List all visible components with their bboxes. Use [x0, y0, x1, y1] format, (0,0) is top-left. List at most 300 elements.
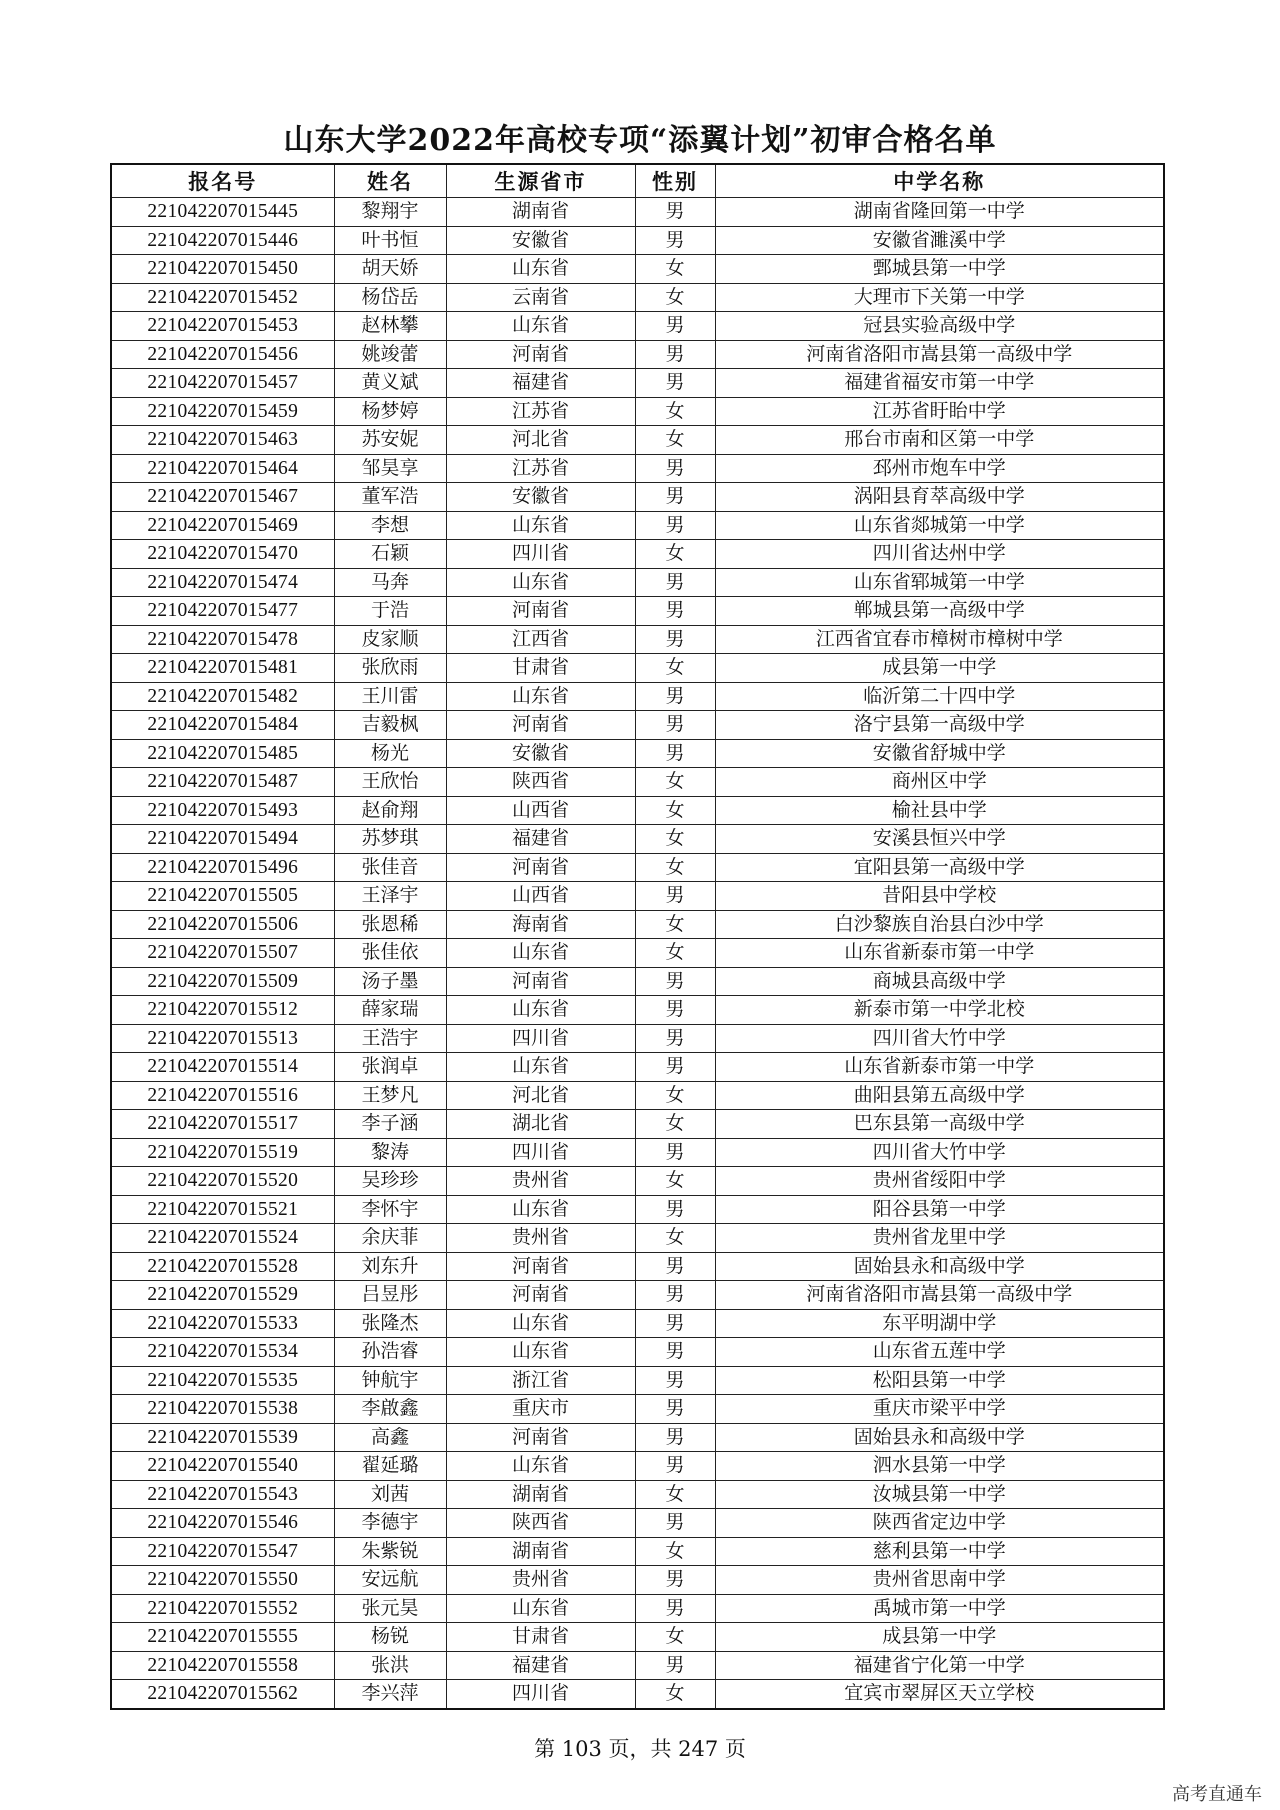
- province-cell: 陕西省: [446, 768, 635, 797]
- school-cell: 福建省宁化第一中学: [715, 1651, 1164, 1680]
- registration-number-cell: 221042207015477: [111, 597, 334, 626]
- table-row: [111, 454, 1164, 483]
- table-row: [111, 198, 1164, 227]
- name-cell: 杨岱岳: [334, 283, 446, 312]
- gender-cell: 男: [635, 1366, 715, 1395]
- name-cell: 杨梦婷: [334, 397, 446, 426]
- name-cell: 王欣怡: [334, 768, 446, 797]
- table-row: [111, 1024, 1164, 1053]
- school-cell: 东平明湖中学: [715, 1309, 1164, 1338]
- table-row: [111, 1138, 1164, 1167]
- school-cell: 鄄城县第一中学: [715, 255, 1164, 284]
- school-cell: 邢台市南和区第一中学: [715, 426, 1164, 455]
- gender-cell: 男: [635, 739, 715, 768]
- school-cell: 商州区中学: [715, 768, 1164, 797]
- gender-cell: 女: [635, 910, 715, 939]
- gender-cell: 男: [635, 996, 715, 1025]
- name-cell: 薛家瑞: [334, 996, 446, 1025]
- school-cell: 大理市下关第一中学: [715, 283, 1164, 312]
- gender-cell: 男: [635, 1509, 715, 1538]
- school-cell: 慈利县第一中学: [715, 1537, 1164, 1566]
- gender-cell: 男: [635, 511, 715, 540]
- gender-cell: 男: [635, 682, 715, 711]
- table-row: [111, 1366, 1164, 1395]
- name-cell: 李德宇: [334, 1509, 446, 1538]
- province-cell: 山东省: [446, 511, 635, 540]
- header-gender: 性别: [635, 164, 715, 198]
- province-cell: 福建省: [446, 1651, 635, 1680]
- name-cell: 李子涵: [334, 1110, 446, 1139]
- gender-cell: 男: [635, 483, 715, 512]
- gender-cell: 男: [635, 1252, 715, 1281]
- table-row: [111, 1081, 1164, 1110]
- registration-number-cell: 221042207015496: [111, 853, 334, 882]
- registration-number-cell: 221042207015543: [111, 1480, 334, 1509]
- watermark-text: 高考直通车: [1172, 1784, 1262, 1805]
- gender-cell: 女: [635, 825, 715, 854]
- gender-cell: 女: [635, 397, 715, 426]
- gender-cell: 男: [635, 568, 715, 597]
- school-cell: 贵州省龙里中学: [715, 1224, 1164, 1253]
- gender-cell: 女: [635, 1623, 715, 1652]
- name-cell: 余庆菲: [334, 1224, 446, 1253]
- name-cell: 李想: [334, 511, 446, 540]
- province-cell: 重庆市: [446, 1395, 635, 1424]
- header-province: 生源省市: [446, 164, 635, 198]
- province-cell: 河南省: [446, 340, 635, 369]
- table-row: [111, 1594, 1164, 1623]
- province-cell: 河北省: [446, 426, 635, 455]
- gender-cell: 男: [635, 1195, 715, 1224]
- school-cell: 曲阳县第五高级中学: [715, 1081, 1164, 1110]
- registration-number-cell: 221042207015524: [111, 1224, 334, 1253]
- table-row: [111, 796, 1164, 825]
- table-row: [111, 939, 1164, 968]
- gender-cell: 男: [635, 1138, 715, 1167]
- name-cell: 张元昊: [334, 1594, 446, 1623]
- name-cell: 苏安妮: [334, 426, 446, 455]
- gender-cell: 男: [635, 882, 715, 911]
- school-cell: 四川省大竹中学: [715, 1024, 1164, 1053]
- header-school: 中学名称: [715, 164, 1164, 198]
- registration-number-cell: 221042207015452: [111, 283, 334, 312]
- registration-number-cell: 221042207015469: [111, 511, 334, 540]
- registration-number-cell: 221042207015555: [111, 1623, 334, 1652]
- province-cell: 山东省: [446, 682, 635, 711]
- gender-cell: 男: [635, 1053, 715, 1082]
- name-cell: 高鑫: [334, 1423, 446, 1452]
- table-row: [111, 568, 1164, 597]
- province-cell: 山东省: [446, 1594, 635, 1623]
- name-cell: 马奔: [334, 568, 446, 597]
- name-cell: 张欣雨: [334, 654, 446, 683]
- name-cell: 翟延璐: [334, 1452, 446, 1481]
- table-header-row: [111, 164, 1164, 198]
- school-cell: 巴东县第一高级中学: [715, 1110, 1164, 1139]
- school-cell: 宜宾市翠屏区天立学校: [715, 1680, 1164, 1709]
- gender-cell: 男: [635, 1281, 715, 1310]
- school-cell: 固始县永和高级中学: [715, 1252, 1164, 1281]
- gender-cell: 男: [635, 369, 715, 398]
- province-cell: 河南省: [446, 597, 635, 626]
- registration-number-cell: 221042207015552: [111, 1594, 334, 1623]
- school-cell: 重庆市梁平中学: [715, 1395, 1164, 1424]
- name-cell: 李怀宇: [334, 1195, 446, 1224]
- table-row: [111, 853, 1164, 882]
- school-cell: 临沂第二十四中学: [715, 682, 1164, 711]
- registration-number-cell: 221042207015550: [111, 1566, 334, 1595]
- registration-number-cell: 221042207015538: [111, 1395, 334, 1424]
- province-cell: 云南省: [446, 283, 635, 312]
- gender-cell: 男: [635, 1423, 715, 1452]
- table-row: [111, 1309, 1164, 1338]
- school-cell: 安徽省濉溪中学: [715, 226, 1164, 255]
- registration-number-cell: 221042207015519: [111, 1138, 334, 1167]
- registration-number-cell: 221042207015506: [111, 910, 334, 939]
- name-cell: 王浩宇: [334, 1024, 446, 1053]
- name-cell: 姚竣蕾: [334, 340, 446, 369]
- province-cell: 山东省: [446, 255, 635, 284]
- name-cell: 吉毅枫: [334, 711, 446, 740]
- table-row: [111, 1281, 1164, 1310]
- province-cell: 河北省: [446, 1081, 635, 1110]
- name-cell: 张佳依: [334, 939, 446, 968]
- name-cell: 黎翔宇: [334, 198, 446, 227]
- school-cell: 河南省洛阳市嵩县第一高级中学: [715, 1281, 1164, 1310]
- province-cell: 贵州省: [446, 1566, 635, 1595]
- name-cell: 叶书恒: [334, 226, 446, 255]
- table-row: [111, 1651, 1164, 1680]
- header-name: 姓名: [334, 164, 446, 198]
- registration-number-cell: 221042207015467: [111, 483, 334, 512]
- name-cell: 邹昊享: [334, 454, 446, 483]
- province-cell: 山西省: [446, 796, 635, 825]
- gender-cell: 男: [635, 1309, 715, 1338]
- table-row: [111, 1167, 1164, 1196]
- school-cell: 汝城县第一中学: [715, 1480, 1164, 1509]
- registration-number-cell: 221042207015528: [111, 1252, 334, 1281]
- table-row: [111, 226, 1164, 255]
- name-cell: 孙浩睿: [334, 1338, 446, 1367]
- gender-cell: 女: [635, 1224, 715, 1253]
- province-cell: 甘肃省: [446, 654, 635, 683]
- gender-cell: 男: [635, 1338, 715, 1367]
- province-cell: 江苏省: [446, 397, 635, 426]
- gender-cell: 男: [635, 597, 715, 626]
- school-cell: 涡阳县育萃高级中学: [715, 483, 1164, 512]
- registration-number-cell: 221042207015470: [111, 540, 334, 569]
- school-cell: 白沙黎族自治县白沙中学: [715, 910, 1164, 939]
- table-row: [111, 882, 1164, 911]
- registration-number-cell: 221042207015516: [111, 1081, 334, 1110]
- registration-number-cell: 221042207015534: [111, 1338, 334, 1367]
- gender-cell: 男: [635, 1024, 715, 1053]
- school-cell: 江西省宜春市樟树市樟树中学: [715, 625, 1164, 654]
- province-cell: 山东省: [446, 1338, 635, 1367]
- name-cell: 赵俞翔: [334, 796, 446, 825]
- name-cell: 安远航: [334, 1566, 446, 1595]
- province-cell: 湖北省: [446, 1110, 635, 1139]
- table-row: [111, 1566, 1164, 1595]
- registration-number-cell: 221042207015446: [111, 226, 334, 255]
- table-row: [111, 910, 1164, 939]
- registration-number-cell: 221042207015520: [111, 1167, 334, 1196]
- school-cell: 郸城县第一高级中学: [715, 597, 1164, 626]
- table-row: [111, 825, 1164, 854]
- school-cell: 洛宁县第一高级中学: [715, 711, 1164, 740]
- table-row: [111, 597, 1164, 626]
- registration-number-cell: 221042207015456: [111, 340, 334, 369]
- gender-cell: 男: [635, 711, 715, 740]
- province-cell: 安徽省: [446, 739, 635, 768]
- province-cell: 河南省: [446, 711, 635, 740]
- gender-cell: 男: [635, 967, 715, 996]
- name-cell: 张隆杰: [334, 1309, 446, 1338]
- school-cell: 宜阳县第一高级中学: [715, 853, 1164, 882]
- table-row: [111, 967, 1164, 996]
- school-cell: 昔阳县中学校: [715, 882, 1164, 911]
- registration-number-cell: 221042207015533: [111, 1309, 334, 1338]
- name-cell: 王泽宇: [334, 882, 446, 911]
- school-cell: 成县第一中学: [715, 1623, 1164, 1652]
- province-cell: 山西省: [446, 882, 635, 911]
- province-cell: 安徽省: [446, 483, 635, 512]
- gender-cell: 女: [635, 1680, 715, 1709]
- school-cell: 商城县高级中学: [715, 967, 1164, 996]
- gender-cell: 男: [635, 625, 715, 654]
- page-number: 第 103 页，共 247 页: [534, 1737, 746, 1761]
- registration-number-cell: 221042207015540: [111, 1452, 334, 1481]
- province-cell: 四川省: [446, 1024, 635, 1053]
- gender-cell: 男: [635, 1594, 715, 1623]
- school-cell: 成县第一中学: [715, 654, 1164, 683]
- registration-number-cell: 221042207015505: [111, 882, 334, 911]
- table-row: [111, 1509, 1164, 1538]
- province-cell: 陕西省: [446, 1509, 635, 1538]
- school-cell: 四川省大竹中学: [715, 1138, 1164, 1167]
- table-row: [111, 1195, 1164, 1224]
- name-cell: 黎涛: [334, 1138, 446, 1167]
- registration-number-cell: 221042207015463: [111, 426, 334, 455]
- gender-cell: 女: [635, 1480, 715, 1509]
- registration-number-cell: 221042207015459: [111, 397, 334, 426]
- gender-cell: 男: [635, 226, 715, 255]
- name-cell: 张恩稀: [334, 910, 446, 939]
- table-row: [111, 369, 1164, 398]
- school-cell: 安溪县恒兴中学: [715, 825, 1164, 854]
- table-row: [111, 996, 1164, 1025]
- province-cell: 河南省: [446, 967, 635, 996]
- province-cell: 山东省: [446, 312, 635, 341]
- table-row: [111, 483, 1164, 512]
- table-row: [111, 1224, 1164, 1253]
- table-row: [111, 711, 1164, 740]
- table-row: [111, 340, 1164, 369]
- province-cell: 山东省: [446, 1452, 635, 1481]
- registration-number-cell: 221042207015445: [111, 198, 334, 227]
- registration-number-cell: 221042207015450: [111, 255, 334, 284]
- school-cell: 邳州市炮车中学: [715, 454, 1164, 483]
- registration-number-cell: 221042207015535: [111, 1366, 334, 1395]
- province-cell: 福建省: [446, 825, 635, 854]
- registration-number-cell: 221042207015513: [111, 1024, 334, 1053]
- registration-number-cell: 221042207015509: [111, 967, 334, 996]
- table-row: [111, 654, 1164, 683]
- name-cell: 刘东升: [334, 1252, 446, 1281]
- table-body: [111, 198, 1164, 1709]
- school-cell: 河南省洛阳市嵩县第一高级中学: [715, 340, 1164, 369]
- table-row: [111, 426, 1164, 455]
- province-cell: 山东省: [446, 939, 635, 968]
- registration-number-cell: 221042207015529: [111, 1281, 334, 1310]
- province-cell: 江苏省: [446, 454, 635, 483]
- registration-number-cell: 221042207015474: [111, 568, 334, 597]
- school-cell: 冠县实验高级中学: [715, 312, 1164, 341]
- name-cell: 李兴萍: [334, 1680, 446, 1709]
- province-cell: 山东省: [446, 1195, 635, 1224]
- school-cell: 福建省福安市第一中学: [715, 369, 1164, 398]
- name-cell: 王梦凡: [334, 1081, 446, 1110]
- province-cell: 河南省: [446, 1423, 635, 1452]
- registration-number-cell: 221042207015517: [111, 1110, 334, 1139]
- school-cell: 泗水县第一中学: [715, 1452, 1164, 1481]
- table-row: [111, 1338, 1164, 1367]
- name-cell: 王川雷: [334, 682, 446, 711]
- gender-cell: 男: [635, 340, 715, 369]
- registration-number-cell: 221042207015494: [111, 825, 334, 854]
- province-cell: 河南省: [446, 1252, 635, 1281]
- name-cell: 朱紫锐: [334, 1537, 446, 1566]
- province-cell: 湖南省: [446, 1537, 635, 1566]
- province-cell: 海南省: [446, 910, 635, 939]
- school-cell: 山东省新泰市第一中学: [715, 939, 1164, 968]
- school-cell: 榆社县中学: [715, 796, 1164, 825]
- school-cell: 湖南省隆回第一中学: [715, 198, 1164, 227]
- registration-number-cell: 221042207015453: [111, 312, 334, 341]
- school-cell: 阳谷县第一中学: [715, 1195, 1164, 1224]
- registration-number-cell: 221042207015481: [111, 654, 334, 683]
- province-cell: 山东省: [446, 1053, 635, 1082]
- gender-cell: 女: [635, 853, 715, 882]
- school-cell: 山东省郓城第一中学: [715, 568, 1164, 597]
- registration-number-cell: 221042207015478: [111, 625, 334, 654]
- name-cell: 张洪: [334, 1651, 446, 1680]
- table-row: [111, 540, 1164, 569]
- province-cell: 浙江省: [446, 1366, 635, 1395]
- province-cell: 山东省: [446, 996, 635, 1025]
- gender-cell: 女: [635, 1081, 715, 1110]
- name-cell: 刘茜: [334, 1480, 446, 1509]
- gender-cell: 女: [635, 796, 715, 825]
- gender-cell: 女: [635, 426, 715, 455]
- registration-number-cell: 221042207015514: [111, 1053, 334, 1082]
- registration-number-cell: 221042207015484: [111, 711, 334, 740]
- gender-cell: 男: [635, 312, 715, 341]
- school-cell: 新泰市第一中学北校: [715, 996, 1164, 1025]
- name-cell: 皮家顺: [334, 625, 446, 654]
- province-cell: 湖南省: [446, 198, 635, 227]
- name-cell: 杨锐: [334, 1623, 446, 1652]
- school-cell: 禹城市第一中学: [715, 1594, 1164, 1623]
- table-row: [111, 1537, 1164, 1566]
- table-row: [111, 397, 1164, 426]
- school-cell: 松阳县第一中学: [715, 1366, 1164, 1395]
- name-cell: 胡天娇: [334, 255, 446, 284]
- school-cell: 固始县永和高级中学: [715, 1423, 1164, 1452]
- gender-cell: 男: [635, 1395, 715, 1424]
- registration-number-cell: 221042207015521: [111, 1195, 334, 1224]
- table-row: [111, 255, 1164, 284]
- name-cell: 吕昱彤: [334, 1281, 446, 1310]
- registration-number-cell: 221042207015547: [111, 1537, 334, 1566]
- school-cell: 贵州省绥阳中学: [715, 1167, 1164, 1196]
- table-row: [111, 1423, 1164, 1452]
- registration-number-cell: 221042207015507: [111, 939, 334, 968]
- registration-number-cell: 221042207015485: [111, 739, 334, 768]
- province-cell: 江西省: [446, 625, 635, 654]
- registration-number-cell: 221042207015457: [111, 369, 334, 398]
- province-cell: 湖南省: [446, 1480, 635, 1509]
- gender-cell: 女: [635, 939, 715, 968]
- name-cell: 赵林攀: [334, 312, 446, 341]
- school-cell: 江苏省盱眙中学: [715, 397, 1164, 426]
- province-cell: 山东省: [446, 568, 635, 597]
- name-cell: 汤子墨: [334, 967, 446, 996]
- province-cell: 贵州省: [446, 1167, 635, 1196]
- table-row: [111, 1395, 1164, 1424]
- school-cell: 四川省达州中学: [715, 540, 1164, 569]
- province-cell: 安徽省: [446, 226, 635, 255]
- table-row: [111, 1480, 1164, 1509]
- gender-cell: 男: [635, 1452, 715, 1481]
- gender-cell: 女: [635, 768, 715, 797]
- name-cell: 董军浩: [334, 483, 446, 512]
- school-cell: 安徽省舒城中学: [715, 739, 1164, 768]
- school-cell: 贵州省思南中学: [715, 1566, 1164, 1595]
- registration-number-cell: 221042207015487: [111, 768, 334, 797]
- registration-number-cell: 221042207015482: [111, 682, 334, 711]
- registration-number-cell: 221042207015558: [111, 1651, 334, 1680]
- name-cell: 石颖: [334, 540, 446, 569]
- name-cell: 苏梦琪: [334, 825, 446, 854]
- registration-number-cell: 221042207015493: [111, 796, 334, 825]
- gender-cell: 男: [635, 1651, 715, 1680]
- name-cell: 张润卓: [334, 1053, 446, 1082]
- province-cell: 四川省: [446, 1138, 635, 1167]
- province-cell: 河南省: [446, 853, 635, 882]
- school-cell: 山东省新泰市第一中学: [715, 1053, 1164, 1082]
- gender-cell: 男: [635, 198, 715, 227]
- registration-number-cell: 221042207015512: [111, 996, 334, 1025]
- table-row: [111, 682, 1164, 711]
- table-row: [111, 1053, 1164, 1082]
- table-row: [111, 1252, 1164, 1281]
- gender-cell: 男: [635, 1566, 715, 1595]
- name-cell: 黄义斌: [334, 369, 446, 398]
- province-cell: 贵州省: [446, 1224, 635, 1253]
- roster-table-container: [110, 163, 1163, 1710]
- table-row: [111, 283, 1164, 312]
- gender-cell: 女: [635, 255, 715, 284]
- gender-cell: 女: [635, 654, 715, 683]
- province-cell: 福建省: [446, 369, 635, 398]
- registration-number-cell: 221042207015546: [111, 1509, 334, 1538]
- table-row: [111, 1452, 1164, 1481]
- table-row: [111, 625, 1164, 654]
- table-row: [111, 1623, 1164, 1652]
- document-title: 山东大学2022年高校专项“添翼计划”初审合格名单: [283, 123, 997, 158]
- name-cell: 钟航宇: [334, 1366, 446, 1395]
